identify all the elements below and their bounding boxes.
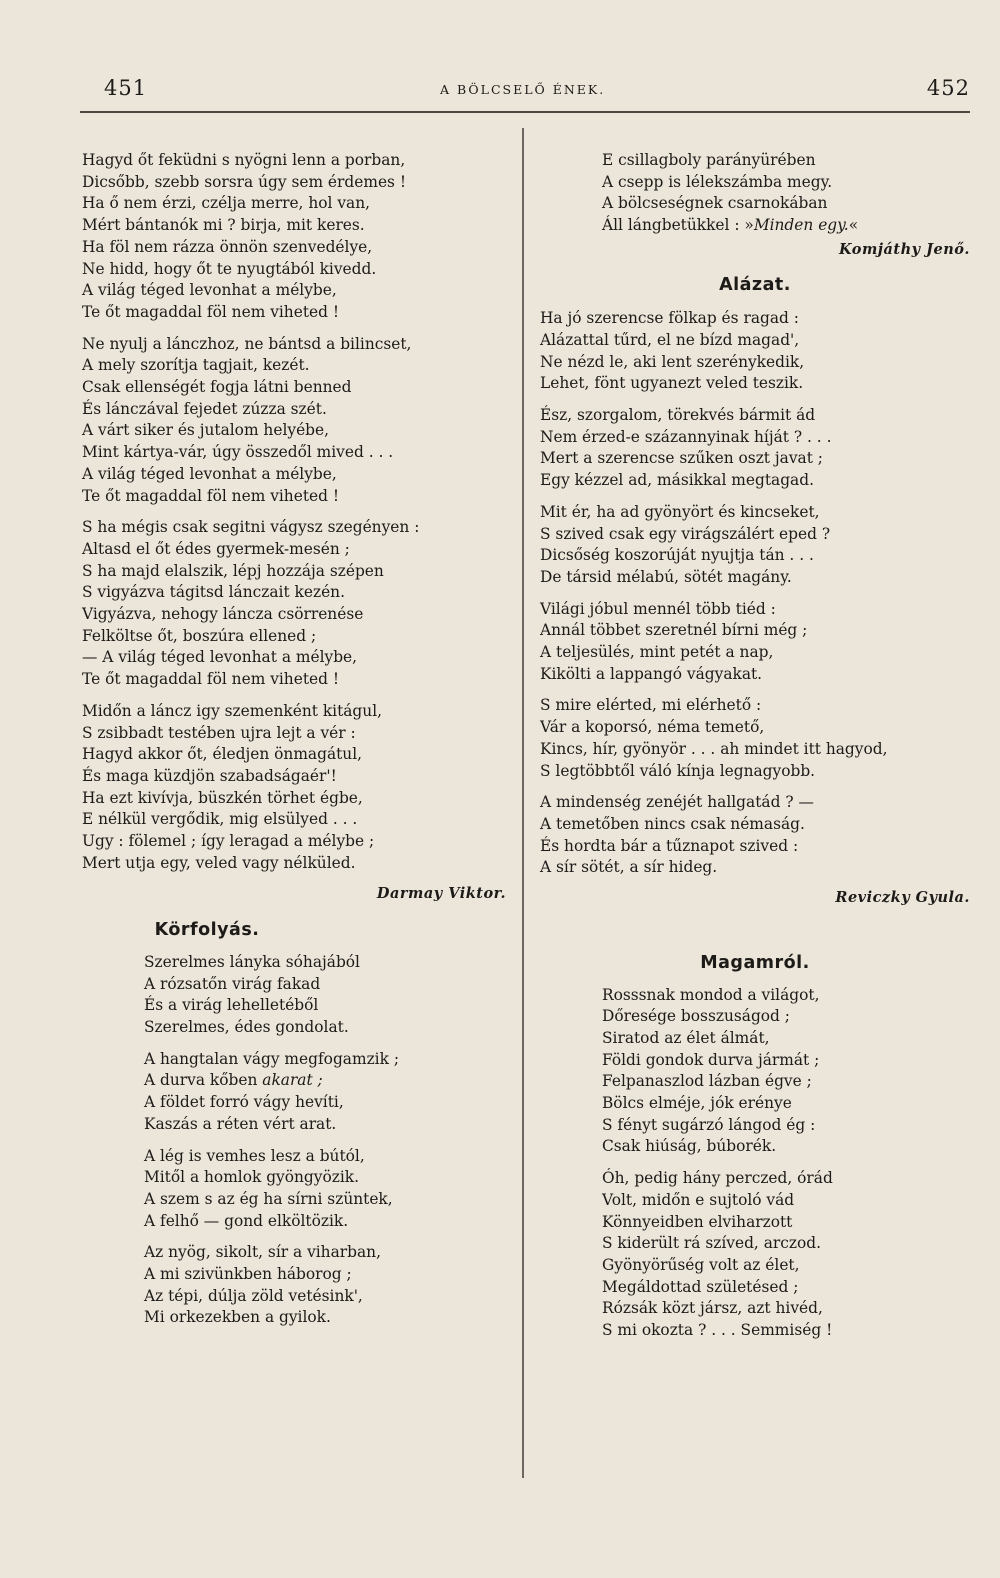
poem-line [540, 567, 970, 589]
poem-line [540, 1190, 970, 1212]
poem-line-text: Ne hidd, hogy őt te nyugtából kivedd. [82, 259, 377, 278]
poem-line [82, 172, 512, 194]
poem-line [540, 330, 970, 352]
poem-line-text: S zsibbadt testében ujra lejt a vér : [82, 723, 356, 742]
poem-title-magamrol: Magamról. [700, 952, 810, 973]
poem-line-text: Siratod az élet álmát, [602, 1028, 770, 1047]
poem-line [540, 524, 970, 546]
stanza [540, 308, 970, 395]
poem-line [540, 695, 970, 717]
stanza [540, 405, 970, 492]
poem-line [82, 377, 512, 399]
poem-line-text: Ne nyulj a lánczhoz, ne bántsd a bilincset, [82, 334, 412, 353]
poem-line [82, 831, 512, 853]
poem-line-text: Kincs, hír, gyönyör . . . ah mindet itt hagyod, [540, 739, 888, 758]
stanza [540, 695, 970, 782]
stanza [540, 1168, 970, 1342]
poem-line-text: Egy kézzel ad, másikkal megtagad. [540, 471, 814, 490]
poem-line [82, 1146, 512, 1168]
poem-line [82, 302, 512, 324]
poem-line [540, 1255, 970, 1277]
poem-line-text: A világ téged levonhat a mélybe, [82, 281, 337, 300]
stanza [82, 334, 512, 508]
poem-line [540, 1006, 970, 1028]
poem-line-text: A szem s az ég ha sírni szüntek, [144, 1189, 393, 1208]
poem-line-text: Mert a szerencse szűken oszt javat ; [540, 449, 823, 468]
poem-line-text: A teljesülés, mint petét a nap, [540, 643, 774, 662]
poem-line-text: Könnyeidben elviharzott [602, 1212, 793, 1231]
poem-title-alazat: Alázat. [719, 274, 791, 295]
poem-line [540, 836, 970, 858]
poem-line [82, 604, 512, 626]
poem-line [82, 420, 512, 442]
stanza [82, 952, 512, 1039]
poem-line [540, 985, 970, 1007]
poem-line-text: A mely szorítja tagjait, kezét. [82, 356, 310, 375]
poem-line-text: Vigyázva, nehogy láncza csörrenése [82, 605, 364, 624]
poem-line-text: Lehet, fönt ugyanezt veled teszik. [540, 374, 804, 393]
poem-line-text: Rosssnak mondod a világot, [602, 985, 820, 1004]
poem-line-text: Hagyd őt feküdni s nyögni lenn a porban, [82, 151, 406, 169]
header-rule [80, 111, 970, 113]
poem-line [82, 1167, 512, 1189]
poem-line [82, 1049, 512, 1071]
poem-line-text: S ha majd elalszik, lépj hozzája szépen [82, 561, 384, 580]
poem-line-text: Kaszás a réten vért arat. [144, 1114, 337, 1133]
poem-line-text: És hordta bár a tűznapot szived : [540, 836, 799, 855]
poem-line [540, 405, 970, 427]
poem-line [540, 1298, 970, 1320]
poem-line-text: A temetőben nincs csak némaság. [540, 814, 805, 833]
left-page-number: 451 [104, 76, 148, 100]
poem-line-text: Szerelmes, édes gondolat. [144, 1018, 349, 1037]
right-page-number: 452 [926, 76, 970, 100]
poem-line [540, 352, 970, 374]
poem-line-text: Mert utja egy, veled vagy nélküled. [82, 853, 356, 872]
poem-line [540, 642, 970, 664]
poem-line [540, 1093, 970, 1115]
poem-line-text: Mit ér, ha ad gyönyört és kincseket, [540, 502, 820, 521]
italic-phrase: Minden egy. [753, 216, 849, 235]
poem-line [540, 599, 970, 621]
stanza [82, 1146, 512, 1233]
poem-line-text: A durva kőben [144, 1071, 258, 1090]
poem-line [82, 1307, 512, 1329]
column-divider [522, 128, 524, 1478]
poem-line [540, 1115, 970, 1137]
poem-line-text: Ész, szorgalom, törekvés bármit ád [540, 406, 816, 425]
poem-line [82, 486, 512, 508]
poem-line [82, 995, 512, 1017]
poem-line-text: Felpanaszlod lázban égve ; [602, 1072, 812, 1091]
poem-line [540, 308, 970, 330]
poem-line-text: Vár a koporsó, néma temető, [540, 718, 765, 737]
poem-line-text: Rózsák közt jársz, azt hivéd, [602, 1299, 823, 1318]
poem-line-text: Gyönyörűség volt az élet, [602, 1255, 800, 1274]
poem-line-text: Dőresége bosszuságod ; [602, 1007, 790, 1026]
poem-line [540, 373, 970, 395]
poem-line-text: Az nyög, sikolt, sír a viharban, [144, 1243, 381, 1262]
poem-line [82, 215, 512, 237]
poem-line-text: De társid mélabú, sötét magány. [540, 567, 792, 586]
poem-line [82, 517, 512, 539]
poem-line-text: Megáldottad születésed ; [602, 1277, 799, 1296]
poem-line-text: Dicsőbb, szebb sorsra úgy sem érdemes ! [82, 172, 407, 191]
poem-line-text: A mi szivünkben háborog ; [144, 1265, 352, 1284]
author-darmay: Darmay Viktor. [376, 884, 506, 902]
poem-line-text: Földi gondok durva jármát ; [602, 1050, 820, 1069]
poem-line [82, 701, 512, 723]
poem-line-text: Szerelmes lányka sóhajából [144, 952, 360, 971]
poem-line [82, 853, 512, 875]
poem-line [82, 723, 512, 745]
poem-line-text: Ne nézd le, aki lent szerénykedik, [540, 352, 805, 371]
poem-line-text: Te őt magaddal föl nem viheted ! [82, 670, 340, 689]
poem-line-text: És lánczával fejedet zúzza szét. [82, 399, 327, 418]
poem-line [82, 334, 512, 356]
poem-line-text: Felköltse őt, boszúra ellened ; [82, 626, 317, 645]
poem-line [82, 766, 512, 788]
poem-line-text: A földet forró vágy hevíti, [144, 1093, 344, 1112]
poem-line [540, 792, 970, 814]
poem-line [82, 399, 512, 421]
page-header [0, 76, 1000, 106]
poem-line-text: És maga küzdjön szabadságaér'! [82, 766, 337, 785]
poem-line [540, 761, 970, 783]
poem-line [540, 1212, 970, 1234]
poem-line-text: Áll lángbetükkel : » [602, 216, 754, 235]
stanza [82, 1242, 512, 1329]
poem-line [82, 150, 512, 172]
poem-line-text: Ha föl nem rázza önnön szenvedélye, [82, 237, 373, 256]
poem-line [82, 626, 512, 648]
italic-word: akarat ; [262, 1071, 323, 1090]
poem-line [82, 259, 512, 281]
poem-line-text: Mitől a homlok gyöngyözik. [144, 1168, 359, 1187]
poem-line: E csillagboly parányürében [602, 151, 816, 169]
poem-line [540, 664, 970, 686]
poem-line [82, 280, 512, 302]
poem-line [82, 355, 512, 377]
poem-line [540, 1320, 970, 1342]
poem-line [540, 1136, 970, 1158]
poem-line [540, 1071, 970, 1093]
poem-line [540, 1050, 970, 1072]
poem-line [540, 502, 970, 524]
poem-magamrol [540, 985, 970, 1342]
poem-line [82, 1242, 512, 1264]
poem-line-text: A sír sötét, a sír hideg. [540, 858, 718, 877]
poem-line-text: S ha mégis csak segitni vágysz szegényen : [82, 518, 420, 537]
poem-line [540, 814, 970, 836]
poem-line-text: S szived csak egy virágszálért eped ? [540, 524, 831, 543]
poem-line-text: Volt, midőn e sujtoló vád [602, 1190, 795, 1209]
poem-line [540, 857, 970, 879]
poem-line [602, 215, 970, 237]
poem-line-text: Ugy : fölemel ; így leragad a mélybe ; [82, 832, 375, 851]
poem-line-text: A lég is vemhes lesz a bútól, [144, 1146, 365, 1165]
stanza [540, 502, 970, 589]
poem-line [82, 193, 512, 215]
poem-line-text: S fényt sugárzó lángod ég : [602, 1115, 816, 1134]
poem-line-text: Az tépi, dúlja zöld vetésink', [144, 1286, 363, 1305]
poem-line-text: S mire elérted, mi elérhető : [540, 696, 762, 715]
closing-quote: « [848, 216, 859, 235]
stanza [540, 985, 970, 1159]
poem-line [540, 545, 970, 567]
poem-line-text: Csak hiúság, búborék. [602, 1137, 777, 1156]
poem-line-text: Bölcs elméje, jók erénye [602, 1094, 792, 1113]
poem-line-text: S legtöbbtől váló kínja legnagyobb. [540, 761, 816, 780]
poem-line [540, 739, 970, 761]
poem-line [82, 952, 512, 974]
poem-line-text: Ha ő nem érzi, czélja merre, hol van, [82, 194, 371, 213]
poem-line [82, 582, 512, 604]
poem-line-text: S vigyázva tágitsd lánczait kezén. [82, 583, 345, 602]
poem-line [82, 237, 512, 259]
poem-line [82, 669, 512, 691]
poem-line [540, 1028, 970, 1050]
poem-line-text: Hagyd akkor őt, éledjen önmagátul, [82, 745, 363, 764]
poem-line-text: Te őt magaddal föl nem viheted ! [82, 486, 340, 505]
poem-line-text: És a virág lehelletéből [144, 996, 319, 1015]
poem-line [540, 1233, 970, 1255]
poem-title-korfolyas: Körfolyás. [154, 920, 260, 941]
stanza [82, 517, 512, 691]
poem-korfolyas [82, 952, 512, 1329]
poem-line [82, 1286, 512, 1308]
author-komjathy: Komjáthy Jenő. [838, 240, 970, 258]
poem-line: A bölcseségnek csarnokában [602, 194, 828, 213]
poem-line-text: A várt siker és jutalom helyébe, [82, 421, 330, 440]
poem-line-text: Ha ezt kivívja, büszkén törhet égbe, [82, 788, 363, 807]
poem-line [540, 1277, 970, 1299]
poem-line-text: Midőn a láncz igy szemenként kitágul, [82, 701, 383, 720]
poem-line [82, 809, 512, 831]
poem-line-text: S mi okozta ? . . . Semmiség ! [602, 1321, 833, 1340]
poem-line [82, 1264, 512, 1286]
poem-line-text: Világi jóbul mennél több tiéd : [540, 599, 776, 618]
poem-darmay [82, 150, 512, 875]
right-column [540, 150, 970, 1352]
poem-line-text: Alázattal tűrd, el ne bízd magad', [540, 330, 800, 349]
poem-line-text: Óh, pedig hány perczed, órád [602, 1169, 833, 1188]
poem-line-text: Annál többet szeretnél bírni még ; [540, 621, 808, 640]
poem-line-text: A világ téged levonhat a mélybe, [82, 464, 337, 483]
poem-line-text: Altasd el őt édes gyermek-mesén ; [82, 539, 350, 558]
left-column [82, 150, 512, 1339]
poem-line-text: Te őt magaddal föl nem viheted ! [82, 302, 340, 321]
poem-line-text: Kikölti a lappangó vágyakat. [540, 664, 763, 683]
poem-line-text: Mint kártya-vár, úgy összedől mived . . . [82, 443, 394, 462]
poem-line [82, 539, 512, 561]
poem-line [82, 1092, 512, 1114]
poem-line [540, 470, 970, 492]
poem-line [82, 1017, 512, 1039]
poem-line-text: Csak ellenségét fogja látni benned [82, 378, 352, 397]
poem-alazat [540, 308, 970, 879]
poem-line [82, 647, 512, 669]
poem-line-text: Mért bántanók mi ? birja, mit keres. [82, 216, 365, 235]
poem-line [82, 1211, 512, 1233]
poem-line-text: A hangtalan vágy megfogamzik ; [144, 1049, 400, 1068]
stanza [540, 792, 970, 879]
poem-line-text: Mi orkezekben a gyilok. [144, 1308, 331, 1327]
poem-line [82, 1114, 512, 1136]
poem-line [82, 1189, 512, 1211]
poem-line [82, 561, 512, 583]
stanza [540, 599, 970, 686]
poem-line-text: E nélkül vergődik, mig elsülyed . . . [82, 810, 358, 829]
poem-line [82, 974, 512, 996]
poem-line-text: Dicsőség koszorúját nyujtja tán . . . [540, 546, 814, 565]
stanza [82, 1049, 512, 1136]
poem-line [82, 442, 512, 464]
stanza [82, 150, 512, 324]
poem-line [540, 620, 970, 642]
running-title: A BÖLCSELŐ ÉNEK. [440, 82, 606, 97]
poem-line [82, 464, 512, 486]
poem-line-text: A felhő — gond elköltözik. [144, 1211, 349, 1230]
poem-line-text: Ha jó szerencse fölkap és ragad : [540, 309, 799, 328]
stanza [82, 701, 512, 875]
author-reviczky: Reviczky Gyula. [835, 889, 970, 907]
poem-line [540, 1168, 970, 1190]
poem-line-text: A mindenség zenéjét hallgatád ? — [540, 793, 814, 812]
poem-line [540, 717, 970, 739]
poem-line-text: S kiderült rá szíved, arczod. [602, 1234, 821, 1253]
poem-line: A csepp is lélekszámba megy. [602, 172, 833, 191]
poem-line [82, 1070, 512, 1092]
poem-line-text: Nem érzed-e százannyinak híját ? . . . [540, 427, 832, 446]
poem-line [82, 788, 512, 810]
poem-line [540, 448, 970, 470]
poem-line [540, 427, 970, 449]
poem-line-text: A rózsatőn virág fakad [144, 974, 321, 993]
poem-line [82, 744, 512, 766]
stanza-continuation [540, 150, 970, 237]
poem-line-text: — A világ téged levonhat a mélybe, [82, 648, 358, 667]
